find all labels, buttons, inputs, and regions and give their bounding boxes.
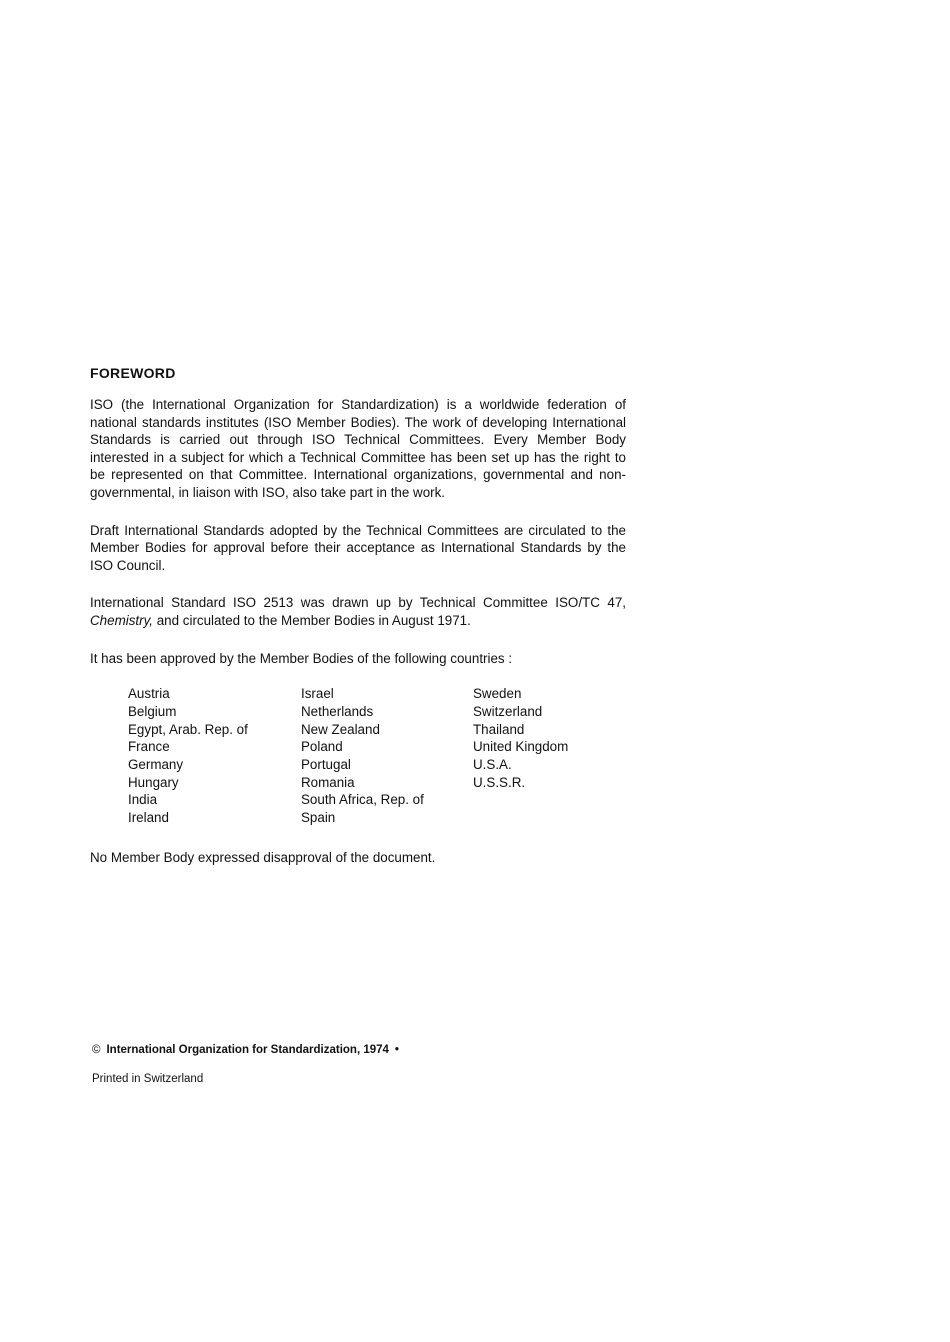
country-item: New Zealand [301, 721, 380, 737]
country-item: Netherlands [301, 703, 374, 719]
copyright-text: International Organization for Standardization, 1974 [106, 1044, 389, 1056]
printed-location: Printed in Switzerland [92, 1073, 204, 1085]
paragraph-approval: It has been approved by the Member Bodies of the following countries : [90, 650, 513, 666]
copyright-symbol: © [92, 1044, 101, 1056]
countries-column-2 [301, 685, 424, 827]
bullet-icon: • [394, 1044, 399, 1056]
foreword-section [90, 364, 626, 835]
country-item: Germany [128, 756, 184, 772]
country-item: Poland [301, 739, 343, 755]
country-item: United Kingdom [473, 739, 569, 755]
country-item: Austria [128, 686, 170, 702]
paragraph-standard-origin [90, 594, 626, 629]
country-item: Egypt, Arab. Rep. of [128, 721, 248, 737]
committee-name: Chemistry, [90, 612, 153, 628]
country-item: U.S.S.R. [473, 774, 526, 790]
countries-column-1 [128, 685, 248, 827]
country-item: Thailand [473, 721, 525, 737]
paragraph-iso-intro: ISO (the International Organization for Standardization) is a worldwide federation of national standards institutes (ISO Member Bodies). The work of developing International Standards is carried out through ISO Technical Committees. Every Member Body interested in a subject for which a Technical Committee has been set up has the right to be represented on that Committee. International organizations, governmental and non-governmental, in liaison with ISO, also take part in the work. [90, 397, 626, 500]
paragraph-origin-text-2: and circulated to the Member Bodies in August 1971. [153, 612, 471, 628]
country-item: Belgium [128, 703, 177, 719]
country-item: Spain [301, 810, 336, 826]
paragraph-draft-standards: Draft International Standards adopted by the Technical Committees are circulated to the Member Bodies for approval before their acceptance as International Standards by the ISO Council. [90, 522, 626, 573]
country-item: Switzerland [473, 703, 543, 719]
foreword-heading: FOREWORD [90, 365, 176, 381]
country-item: France [128, 739, 170, 755]
country-item: Portugal [301, 756, 351, 772]
country-item: Sweden [473, 686, 522, 702]
closing-statement: No Member Body expressed disapproval of the document. [90, 850, 436, 865]
country-item: U.S.A. [473, 756, 512, 772]
countries-column-3 [473, 685, 568, 791]
paragraph-origin-text-1: International Standard ISO 2513 was drawn up by Technical Committee ISO/TC 47, [90, 595, 626, 611]
copyright-notice [92, 1042, 399, 1058]
country-item: Romania [301, 774, 355, 790]
country-item: South Africa, Rep. of [301, 792, 424, 808]
country-item: Hungary [128, 774, 179, 790]
country-item: Ireland [128, 810, 169, 826]
country-item: India [128, 792, 158, 808]
country-item: Israel [301, 686, 334, 702]
countries-list [90, 685, 626, 835]
